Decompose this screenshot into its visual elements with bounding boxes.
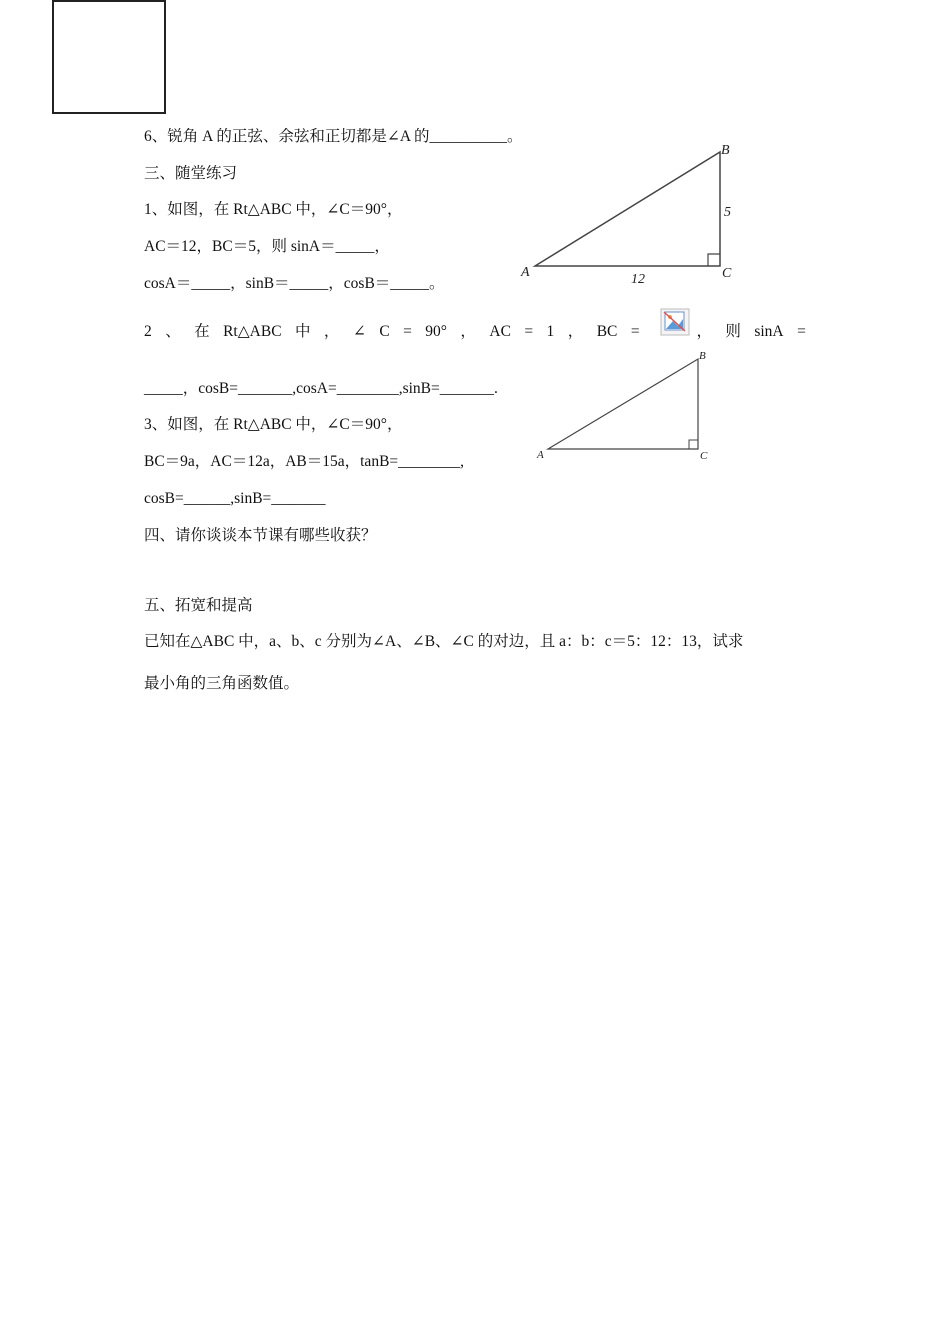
ex2-token: ， bbox=[323, 323, 340, 340]
ex2-token: ∠ bbox=[352, 323, 366, 340]
exercise-3-line-2: BC＝9a，AC＝12a，AB＝15a，tanB=________, bbox=[144, 453, 465, 470]
extension-line-1: 已知在△ABC 中，a、b、c 分别为∠A、∠B、∠C 的对边，且 a：b：c＝5：12：13，试求 bbox=[144, 633, 744, 650]
right-angle-mark bbox=[689, 440, 698, 449]
ex2-token: = bbox=[797, 323, 806, 340]
exercise-2-line-1 bbox=[144, 322, 806, 342]
ex2-token: = bbox=[403, 323, 412, 340]
triangle-figure-1 bbox=[515, 138, 745, 288]
section-4-title: 四、请你谈谈本节课有哪些收获？ bbox=[144, 527, 377, 544]
triangle-abc bbox=[548, 359, 698, 449]
vertex-a-label: A bbox=[537, 449, 544, 461]
ex2-token: 90° bbox=[425, 323, 447, 340]
section-3-title: 三、随堂练习 bbox=[144, 165, 238, 182]
vertex-b-label: B bbox=[699, 350, 706, 362]
ex2-token: 则 bbox=[725, 323, 741, 340]
ex2-token: Rt△ABC bbox=[223, 323, 282, 340]
side-bc-label: 5 bbox=[724, 205, 731, 220]
exercise-3-line-1: 3、如图，在 Rt△ABC 中，∠C＝90°， bbox=[144, 416, 403, 433]
exercise-1-line-1: 1、如图，在 Rt△ABC 中，∠C＝90°， bbox=[144, 201, 403, 218]
exercise-3-line-3: cosB=______,sinB=_______ bbox=[144, 490, 326, 507]
side-ac-label: 12 bbox=[631, 272, 645, 287]
triangle-abc bbox=[535, 152, 720, 266]
ex2-token: BC bbox=[596, 323, 618, 340]
vertex-b-label: B bbox=[721, 143, 730, 158]
vertex-c-label: C bbox=[700, 450, 708, 462]
extension-line-2: 最小角的三角函数值。 bbox=[144, 675, 300, 692]
ex2-token: 在 bbox=[194, 323, 210, 340]
vertex-a-label: A bbox=[521, 265, 530, 280]
ex2-token: 1 bbox=[546, 323, 555, 340]
right-angle-mark bbox=[708, 254, 720, 266]
ex2-token: sinA bbox=[754, 323, 784, 340]
exercise-2-line-2: _____，cosB=_______,cosA=________,sinB=_______. bbox=[144, 380, 498, 397]
ex2-token: 2 bbox=[144, 323, 152, 340]
exercise-1-line-3: cosA＝_____，sinB＝_____，cosB＝_____。 bbox=[144, 275, 445, 292]
ex2-token: ， bbox=[696, 323, 712, 340]
vertex-c-label: C bbox=[722, 266, 732, 281]
section-5-title: 五、拓宽和提高 bbox=[144, 597, 253, 614]
question-6: 6、锐角 A 的正弦、余弦和正切都是∠A 的__________。 bbox=[144, 128, 523, 145]
exercise-1-line-2: AC＝12，BC＝5，则 sinA＝_____， bbox=[144, 238, 390, 255]
ex2-token: ， bbox=[460, 323, 476, 340]
ex2-token: AC bbox=[489, 323, 511, 340]
ex2-token: 、 bbox=[165, 323, 181, 340]
ex2-token: = bbox=[524, 323, 534, 340]
blank-box bbox=[52, 0, 166, 114]
triangle-figure-2 bbox=[530, 345, 720, 470]
ex2-token: C bbox=[379, 323, 390, 340]
ex2-token: = bbox=[630, 323, 640, 340]
ex2-token: 中 bbox=[294, 323, 311, 340]
broken-image-icon bbox=[660, 308, 690, 336]
ex2-token: ， bbox=[567, 323, 584, 340]
